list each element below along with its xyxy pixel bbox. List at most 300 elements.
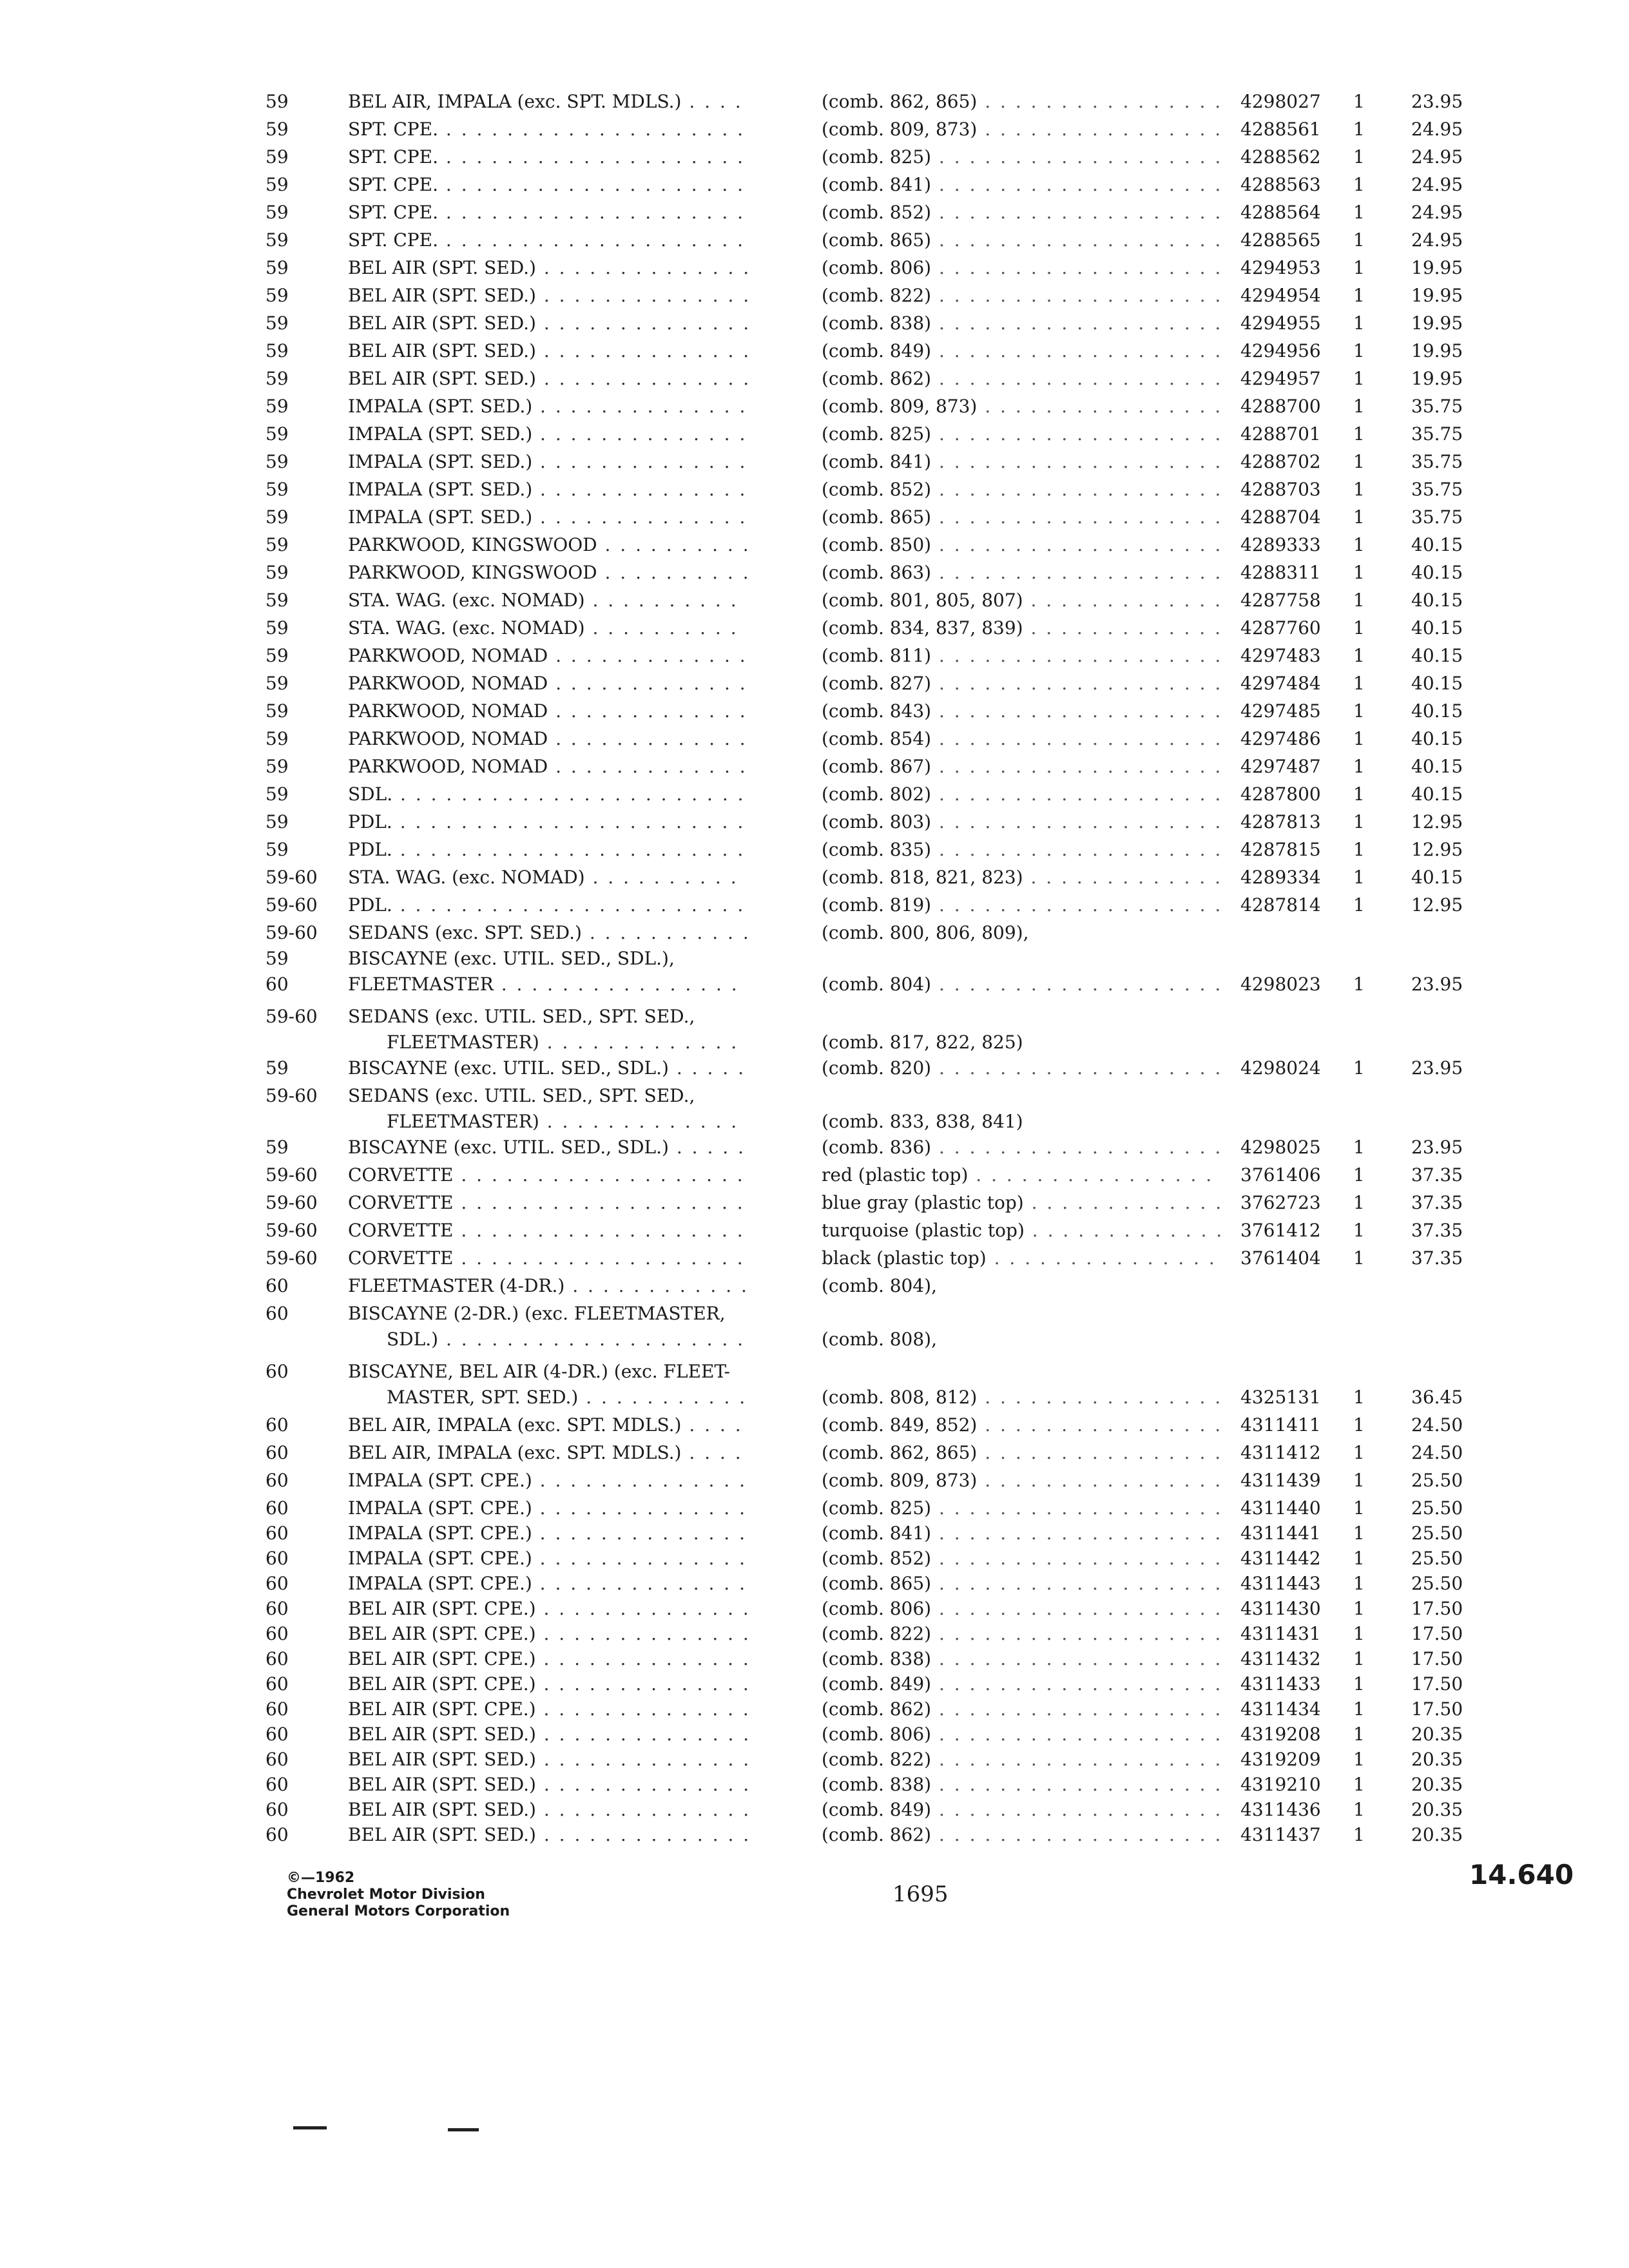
price: 24.95: [1411, 202, 1463, 223]
price: 37.35: [1411, 1192, 1463, 1213]
table-row: [0, 1673, 1629, 1698]
combination: (comb. 849) . . .: [822, 340, 1221, 363]
model-name: PDL. . . .: [348, 811, 747, 834]
combination: (comb. 806) . . .: [822, 256, 1221, 280]
price: 12.95: [1411, 894, 1463, 916]
table-row: [0, 1031, 1629, 1057]
combination: (comb. 852) . . .: [822, 1547, 1221, 1570]
price: 24.50: [1411, 1442, 1463, 1463]
quantity: 1: [1353, 257, 1365, 278]
quantity: 1: [1353, 1523, 1365, 1544]
price: 37.35: [1411, 1220, 1463, 1241]
quantity: 1: [1353, 728, 1365, 749]
table-row: [0, 1648, 1629, 1673]
quantity: 1: [1353, 202, 1365, 223]
model-year: 59-60: [265, 1192, 318, 1213]
model-name: PARKWOOD, NOMAD . . .: [348, 755, 747, 778]
part-number: 4288563: [1240, 174, 1321, 195]
combination: (comb. 825) . . .: [822, 423, 1221, 446]
model-year: 59-60: [265, 1085, 318, 1106]
model-name: STA. WAG. (exc. NOMAD) . . .: [348, 589, 747, 612]
model-name: BEL AIR (SPT. SED.) . . .: [348, 1723, 747, 1746]
part-number: 3761406: [1240, 1164, 1321, 1186]
combination: (comb. 854) . . .: [822, 727, 1221, 751]
model-year: 60: [265, 1623, 289, 1644]
quantity: 1: [1353, 756, 1365, 777]
table-row: [0, 727, 1629, 753]
part-number: 4287800: [1240, 783, 1321, 805]
part-number: 4319208: [1240, 1724, 1321, 1745]
price: 35.75: [1411, 506, 1463, 528]
part-number: 4311430: [1240, 1598, 1321, 1619]
copyright-line: ©—1962: [287, 1870, 355, 1886]
table-row: [0, 450, 1629, 476]
part-number: 4294954: [1240, 285, 1321, 306]
part-number: 4294956: [1240, 340, 1321, 361]
price: 19.95: [1411, 312, 1463, 334]
model-year: 59: [265, 673, 289, 694]
model-name: IMPALA (SPT. CPE.) . . .: [348, 1547, 747, 1570]
combination: turquoise (plastic top) . . .: [822, 1219, 1221, 1242]
part-number: 4297487: [1240, 756, 1321, 777]
model-name: BEL AIR (SPT. SED.) . . .: [348, 256, 747, 280]
combination: (comb. 862, 865) . . .: [822, 1441, 1221, 1465]
model-name: PARKWOOD, NOMAD . . .: [348, 672, 747, 695]
model-year: 59: [265, 1057, 289, 1079]
model-year: 60: [265, 1470, 289, 1491]
combination: (comb. 822) . . .: [822, 284, 1221, 307]
combination: (comb. 809, 873) . . .: [822, 118, 1221, 141]
table-row: [0, 506, 1629, 532]
part-number: 4297484: [1240, 673, 1321, 694]
model-year: 59: [265, 590, 289, 611]
model-name: CORVETTE . . .: [348, 1164, 747, 1187]
model-name: FLEETMASTER) . . .: [387, 1031, 747, 1054]
model-name: BEL AIR (SPT. SED.) . . .: [348, 1823, 747, 1847]
price: 35.75: [1411, 423, 1463, 445]
model-year: 60: [265, 1414, 289, 1436]
price: 20.35: [1411, 1824, 1463, 1845]
model-name: BEL AIR (SPT. CPE.) . . .: [348, 1622, 747, 1646]
price: 24.95: [1411, 229, 1463, 251]
combination: (comb. 863) . . .: [822, 561, 1221, 584]
table-row: [0, 672, 1629, 698]
model-year: 59: [265, 91, 289, 112]
model-name: SPT. CPE. . . .: [348, 173, 747, 197]
model-name: FLEETMASTER) . . .: [387, 1110, 747, 1133]
combination: (comb. 867) . . .: [822, 755, 1221, 778]
model-year: 59: [265, 811, 289, 832]
combination: (comb. 862) . . .: [822, 1823, 1221, 1847]
table-row: [0, 1414, 1629, 1439]
model-name: IMPALA (SPT. SED.) . . .: [348, 450, 747, 474]
page-number: 1695: [892, 1881, 949, 1907]
table-row: [0, 1084, 1629, 1110]
model-year: 59: [265, 257, 289, 278]
model-name: SPT. CPE. . . .: [348, 146, 747, 169]
quantity: 1: [1353, 1573, 1365, 1594]
model-year: 60: [265, 1824, 289, 1845]
model-name: BEL AIR (SPT. CPE.) . . .: [348, 1648, 747, 1671]
quantity: 1: [1353, 285, 1365, 306]
model-year: 59: [265, 534, 289, 555]
model-name: IMPALA (SPT. SED.) . . .: [348, 395, 747, 418]
model-name: SDL. . . .: [348, 783, 747, 806]
price: 40.15: [1411, 728, 1463, 749]
combination: (comb. 862) . . .: [822, 1698, 1221, 1721]
combination: (comb. 825) . . .: [822, 146, 1221, 169]
table-row: [0, 700, 1629, 726]
part-number: 4287813: [1240, 811, 1321, 832]
table-row: [0, 1441, 1629, 1467]
table-row: [0, 1522, 1629, 1548]
model-year: 60: [265, 1548, 289, 1569]
model-year: 59: [265, 506, 289, 528]
section-number: 14.640: [1469, 1859, 1574, 1890]
model-year: 59: [265, 479, 289, 500]
model-name: IMPALA (SPT. SED.) . . .: [348, 423, 747, 446]
model-year: 59-60: [265, 1220, 318, 1241]
price: 40.15: [1411, 562, 1463, 583]
quantity: 1: [1353, 174, 1365, 195]
table-row: [0, 1622, 1629, 1648]
part-number: 4311442: [1240, 1548, 1321, 1569]
combination: black (plastic top) . . .: [822, 1247, 1221, 1270]
quantity: 1: [1353, 1164, 1365, 1186]
price: 24.95: [1411, 146, 1463, 168]
table-row: [0, 1748, 1629, 1774]
price: 12.95: [1411, 839, 1463, 860]
part-number: 4288701: [1240, 423, 1321, 445]
combination: (comb. 817, 822, 825): [822, 1032, 1023, 1053]
model-name: IMPALA (SPT. CPE.) . . .: [348, 1497, 747, 1520]
combination: (comb. 827) . . .: [822, 672, 1221, 695]
quantity: 1: [1353, 396, 1365, 417]
quantity: 1: [1353, 645, 1365, 666]
model-year: 59: [265, 312, 289, 334]
model-year: 60: [265, 1724, 289, 1745]
scan-artifact-mark: [448, 2128, 479, 2131]
model-year: 59: [265, 1137, 289, 1158]
model-year: 59: [265, 146, 289, 168]
price: 20.35: [1411, 1749, 1463, 1770]
combination: (comb. 835) . . .: [822, 838, 1221, 861]
quantity: 1: [1353, 1623, 1365, 1644]
combination: (comb. 822) . . .: [822, 1748, 1221, 1771]
model-name: CORVETTE . . .: [348, 1219, 747, 1242]
part-number: 4288561: [1240, 119, 1321, 140]
model-name: BISCAYNE (exc. UTIL. SED., SDL.) . . .: [348, 1136, 747, 1159]
part-number: 4288562: [1240, 146, 1321, 168]
model-year: 59-60: [265, 1247, 318, 1269]
quantity: 1: [1353, 867, 1365, 888]
quantity: 1: [1353, 1137, 1365, 1158]
price: 25.50: [1411, 1523, 1463, 1544]
combination: (comb. 843) . . .: [822, 700, 1221, 723]
table-row: [0, 561, 1629, 587]
model-name: FLEETMASTER . . .: [348, 973, 747, 996]
part-number: 4311431: [1240, 1623, 1321, 1644]
quantity: 1: [1353, 590, 1365, 611]
combination: (comb. 802) . . .: [822, 783, 1221, 806]
combination: (comb. 809, 873) . . .: [822, 395, 1221, 418]
part-number: 4311433: [1240, 1673, 1321, 1695]
combination: (comb. 808),: [822, 1329, 938, 1350]
table-row: [0, 423, 1629, 448]
part-number: 3761412: [1240, 1220, 1321, 1241]
table-row: [0, 838, 1629, 864]
part-number: 4311439: [1240, 1470, 1321, 1491]
quantity: 1: [1353, 1749, 1365, 1770]
quantity: 1: [1353, 479, 1365, 500]
price: 25.50: [1411, 1497, 1463, 1519]
price: 40.15: [1411, 783, 1463, 805]
model-year: 60: [265, 1523, 289, 1544]
quantity: 1: [1353, 451, 1365, 472]
table-row: [0, 1823, 1629, 1849]
combination: (comb. 834, 837, 839) . . .: [822, 617, 1221, 640]
table-row: [0, 1723, 1629, 1749]
model-year: 59: [265, 728, 289, 749]
table-row: [0, 1773, 1629, 1799]
part-number: 4288704: [1240, 506, 1321, 528]
combination: (comb. 836) . . .: [822, 1136, 1221, 1159]
table-row: [0, 1274, 1629, 1300]
table-row: [0, 173, 1629, 199]
table-row: [0, 921, 1629, 947]
model-name: IMPALA (SPT. CPE.) . . .: [348, 1469, 747, 1492]
price: 37.35: [1411, 1247, 1463, 1269]
model-name: PARKWOOD, NOMAD . . .: [348, 644, 747, 668]
table-row: [0, 367, 1629, 393]
model-year: 59: [265, 368, 289, 389]
model-year: 60: [265, 1673, 289, 1695]
model-name: PDL. . . .: [348, 838, 747, 861]
model-year: 59: [265, 562, 289, 583]
model-name: BEL AIR (SPT. SED.) . . .: [348, 284, 747, 307]
model-year: 60: [265, 1303, 289, 1324]
model-name: SEDANS (exc. SPT. SED.) . . .: [348, 921, 747, 945]
quantity: 1: [1353, 146, 1365, 168]
model-name: SPT. CPE. . . .: [348, 229, 747, 252]
part-number: 4287814: [1240, 894, 1321, 916]
part-number: 4311443: [1240, 1573, 1321, 1594]
table-row: [0, 811, 1629, 836]
quantity: 1: [1353, 1220, 1365, 1241]
model-year: 59-60: [265, 1164, 318, 1186]
quantity: 1: [1353, 1247, 1365, 1269]
table-row: [0, 312, 1629, 338]
part-number: 4297486: [1240, 728, 1321, 749]
quantity: 1: [1353, 1057, 1365, 1079]
part-number: 4287758: [1240, 590, 1321, 611]
part-number: 4294955: [1240, 312, 1321, 334]
combination: (comb. 804),: [822, 1275, 938, 1296]
price: 25.50: [1411, 1573, 1463, 1594]
price: 40.15: [1411, 756, 1463, 777]
quantity: 1: [1353, 1698, 1365, 1720]
model-name: BEL AIR (SPT. SED.) . . .: [348, 1748, 747, 1771]
part-number: 4311432: [1240, 1648, 1321, 1669]
model-year: 59: [265, 285, 289, 306]
quantity: 1: [1353, 340, 1365, 361]
model-year: 60: [265, 1648, 289, 1669]
price: 19.95: [1411, 368, 1463, 389]
model-name: BEL AIR, IMPALA (exc. SPT. MDLS.) . . .: [348, 1441, 747, 1465]
model-name: BISCAYNE (exc. UTIL. SED., SDL.) . . .: [348, 1057, 747, 1080]
table-row: [0, 340, 1629, 365]
table-row: [0, 973, 1629, 999]
price: 24.95: [1411, 119, 1463, 140]
model-year: 60: [265, 1698, 289, 1720]
combination: (comb. 818, 821, 823) . . .: [822, 866, 1221, 889]
table-row: [0, 1164, 1629, 1189]
table-row: [0, 395, 1629, 421]
combination: blue gray (plastic top) . . .: [822, 1191, 1221, 1215]
price: 17.50: [1411, 1623, 1463, 1644]
quantity: 1: [1353, 506, 1365, 528]
price: 40.15: [1411, 590, 1463, 611]
model-year: 59: [265, 839, 289, 860]
combination: (comb. 801, 805, 807) . . .: [822, 589, 1221, 612]
part-number: 4289334: [1240, 867, 1321, 888]
combination: (comb. 841) . . .: [822, 173, 1221, 197]
quantity: 1: [1353, 1192, 1365, 1213]
part-number: 3761404: [1240, 1247, 1321, 1269]
quantity: 1: [1353, 811, 1365, 832]
model-year: 60: [265, 1774, 289, 1795]
table-row: [0, 1572, 1629, 1598]
model-year: 59: [265, 451, 289, 472]
part-number: 4311411: [1240, 1414, 1321, 1436]
price: 36.45: [1411, 1387, 1463, 1408]
price: 40.15: [1411, 700, 1463, 722]
part-number: 4311434: [1240, 1698, 1321, 1720]
price: 35.75: [1411, 451, 1463, 472]
corporation-line: General Motors Corporation: [287, 1903, 510, 1919]
table-row: [0, 533, 1629, 559]
combination: (comb. 808, 812) . . .: [822, 1386, 1221, 1409]
model-name: SPT. CPE. . . .: [348, 201, 747, 224]
combination: (comb. 806) . . .: [822, 1723, 1221, 1746]
model-year: 59: [265, 340, 289, 361]
model-year: 60: [265, 974, 289, 995]
model-year: 59: [265, 423, 289, 445]
quantity: 1: [1353, 700, 1365, 722]
model-year: 59: [265, 119, 289, 140]
model-year: 60: [265, 1361, 289, 1382]
part-number: 4311441: [1240, 1523, 1321, 1544]
combination: (comb. 862) . . .: [822, 367, 1221, 390]
part-number: 4288565: [1240, 229, 1321, 251]
table-row: [0, 1110, 1629, 1136]
model-name: IMPALA (SPT. CPE.) . . .: [348, 1522, 747, 1545]
quantity: 1: [1353, 1799, 1365, 1820]
part-number: 4319210: [1240, 1774, 1321, 1795]
quantity: 1: [1353, 534, 1365, 555]
model-name: IMPALA (SPT. SED.) . . .: [348, 478, 747, 501]
combination: (comb. 865) . . .: [822, 229, 1221, 252]
part-number: 4287760: [1240, 617, 1321, 639]
table-row: [0, 755, 1629, 781]
price: 35.75: [1411, 396, 1463, 417]
part-number: 4298024: [1240, 1057, 1321, 1079]
combination: (comb. 820) . . .: [822, 1057, 1221, 1080]
price: 20.35: [1411, 1774, 1463, 1795]
price: 40.15: [1411, 867, 1463, 888]
price: 20.35: [1411, 1799, 1463, 1820]
model-year: 60: [265, 1799, 289, 1820]
model-name: BISCAYNE (2-DR.) (exc. FLEETMASTER,: [348, 1303, 726, 1324]
table-row: [0, 866, 1629, 892]
table-row: [0, 1497, 1629, 1523]
combination: (comb. 819) . . .: [822, 894, 1221, 917]
table-row: [0, 1247, 1629, 1273]
price: 40.15: [1411, 673, 1463, 694]
quantity: 1: [1353, 1387, 1365, 1408]
table-row: [0, 284, 1629, 310]
model-name: SPT. CPE. . . .: [348, 118, 747, 141]
price: 24.50: [1411, 1414, 1463, 1436]
model-year: 60: [265, 1497, 289, 1519]
price: 25.50: [1411, 1470, 1463, 1491]
combination: (comb. 804) . . .: [822, 973, 1221, 996]
table-row: [0, 478, 1629, 504]
model-year: 59: [265, 756, 289, 777]
quantity: 1: [1353, 783, 1365, 805]
price: 24.95: [1411, 174, 1463, 195]
model-year: 59: [265, 396, 289, 417]
part-number: 4298025: [1240, 1137, 1321, 1158]
table-row: [0, 1547, 1629, 1573]
quantity: 1: [1353, 1824, 1365, 1845]
model-name: BEL AIR (SPT. SED.) . . .: [348, 367, 747, 390]
table-row: [0, 90, 1629, 116]
model-year: 59: [265, 174, 289, 195]
model-name: IMPALA (SPT. SED.) . . .: [348, 506, 747, 529]
model-name: FLEETMASTER (4-DR.) . . .: [348, 1274, 747, 1298]
combination: (comb. 822) . . .: [822, 1622, 1221, 1646]
model-name: CORVETTE . . .: [348, 1247, 747, 1270]
table-row: [0, 118, 1629, 144]
price: 23.95: [1411, 91, 1463, 112]
model-year: 59: [265, 229, 289, 251]
part-number: 4319209: [1240, 1749, 1321, 1770]
table-row: [0, 947, 1629, 973]
part-number: 3762723: [1240, 1192, 1321, 1213]
quantity: 1: [1353, 1724, 1365, 1745]
quantity: 1: [1353, 1648, 1365, 1669]
part-number: 4288564: [1240, 202, 1321, 223]
part-number: 4294957: [1240, 368, 1321, 389]
model-name: CORVETTE . . .: [348, 1191, 747, 1215]
model-year: 59-60: [265, 894, 318, 916]
quantity: 1: [1353, 1414, 1365, 1436]
quantity: 1: [1353, 1673, 1365, 1695]
table-row: [0, 1597, 1629, 1623]
part-number: 4297483: [1240, 645, 1321, 666]
quantity: 1: [1353, 423, 1365, 445]
model-name: STA. WAG. (exc. NOMAD) . . .: [348, 866, 747, 889]
model-year: 59: [265, 202, 289, 223]
quantity: 1: [1353, 562, 1365, 583]
table-row: [0, 146, 1629, 171]
model-name: BEL AIR (SPT. CPE.) . . .: [348, 1698, 747, 1721]
combination: (comb. 833, 838, 841): [822, 1111, 1023, 1132]
scan-artifact-mark: [293, 2126, 327, 2129]
combination: (comb. 862, 865) . . .: [822, 90, 1221, 113]
model-year: 60: [265, 1749, 289, 1770]
